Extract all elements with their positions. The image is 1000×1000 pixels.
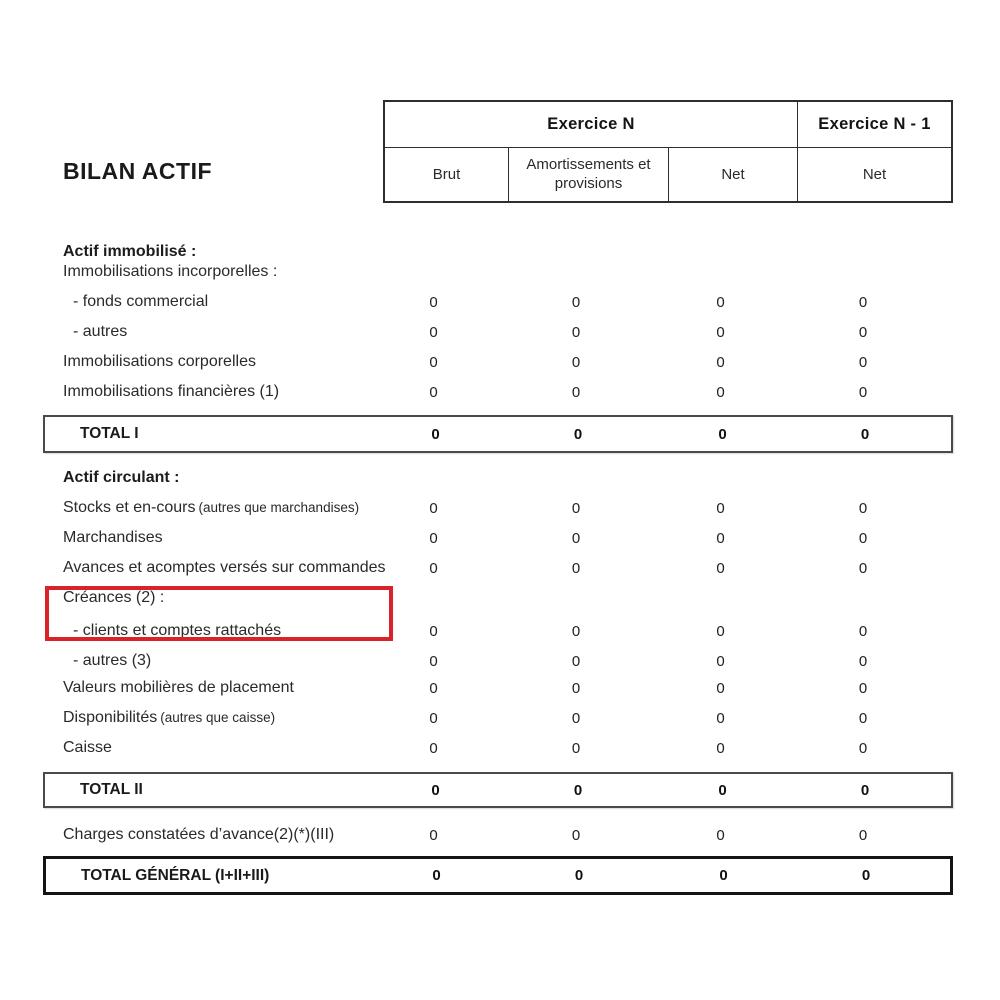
row-label: Stocks et en-cours (autres que marchandises) xyxy=(63,499,360,516)
row-label: - autres xyxy=(73,323,128,340)
value-cell: 0 xyxy=(429,826,438,844)
value-cell: 0 xyxy=(432,867,441,884)
value-cell: 0 xyxy=(571,739,581,757)
value-cell: 0 xyxy=(716,499,725,517)
row-immobilisations-corporelles xyxy=(45,347,953,377)
row-label: Immobilisations financières (1) xyxy=(63,383,280,400)
row-label: - autres (3) xyxy=(73,652,152,669)
row-label: Actif immobilisé : xyxy=(63,243,197,260)
value-cell: 0 xyxy=(716,826,725,844)
value-cell: 0 xyxy=(719,867,728,884)
value-cell: 0 xyxy=(716,709,725,727)
value-cell: 0 xyxy=(860,781,870,799)
value-cell: 0 xyxy=(429,652,438,670)
row-label: Immobilisations incorporelles : xyxy=(63,263,278,280)
row-autres-incorporelles xyxy=(45,317,953,347)
total-label: TOTAL I xyxy=(80,425,139,442)
value-cell: 0 xyxy=(858,739,868,757)
row-label-parenthetical: (autres que caisse) xyxy=(160,710,276,725)
total-label: TOTAL II xyxy=(80,781,143,798)
page-title: BILAN ACTIF xyxy=(63,158,213,184)
value-cell: 0 xyxy=(571,652,581,670)
value-cell: 0 xyxy=(571,622,581,640)
value-cell: 0 xyxy=(858,499,868,517)
value-cell: 0 xyxy=(716,529,725,547)
row-valeurs-mobilieres xyxy=(45,673,953,703)
row-immobilisations-incorporelles xyxy=(45,257,953,287)
row-clients-comptes-rattaches xyxy=(45,616,953,646)
value-cell: 0 xyxy=(716,679,725,697)
value-cell: 0 xyxy=(571,679,581,697)
value-cell: 0 xyxy=(429,499,438,517)
value-cell: 0 xyxy=(431,425,440,443)
header-exercice-n: Exercice N xyxy=(547,115,635,133)
total-i-row xyxy=(43,415,953,453)
value-cell: 0 xyxy=(858,826,868,844)
value-cell: 0 xyxy=(716,293,725,311)
value-cell: 0 xyxy=(716,559,725,577)
header-col-amortissements: Amortissements et provisions xyxy=(508,148,668,202)
row-label: Disponibilités (autres que caisse) xyxy=(63,709,276,726)
value-cell: 0 xyxy=(858,679,868,697)
row-avances-acomptes xyxy=(45,553,953,583)
row-fonds-commercial xyxy=(45,287,953,317)
value-cell: 0 xyxy=(716,622,725,640)
value-cell: 0 xyxy=(571,826,581,844)
value-cell: 0 xyxy=(429,679,438,697)
value-cell: 0 xyxy=(429,529,438,547)
value-cell: 0 xyxy=(858,353,868,371)
value-cell: 0 xyxy=(571,559,581,577)
header-col-net-n-1: Net xyxy=(797,148,951,202)
row-autres-creances xyxy=(45,646,953,676)
value-cell: 0 xyxy=(716,323,725,341)
value-cell: 0 xyxy=(429,383,438,401)
value-cell: 0 xyxy=(431,781,440,799)
total-ii-row xyxy=(43,772,953,808)
total-general-row xyxy=(43,856,953,895)
value-cell: 0 xyxy=(858,529,868,547)
value-cell: 0 xyxy=(573,781,583,799)
row-stocks-en-cours xyxy=(45,493,953,523)
value-cell: 0 xyxy=(571,709,581,727)
value-cell: 0 xyxy=(858,622,868,640)
row-actif-circulant-heading xyxy=(45,463,953,493)
value-cell: 0 xyxy=(429,709,438,727)
value-cell: 0 xyxy=(858,293,868,311)
value-cell: 0 xyxy=(716,739,725,757)
value-cell: 0 xyxy=(858,709,868,727)
row-label: Valeurs mobilières de placement xyxy=(63,679,294,696)
value-cell: 0 xyxy=(716,353,725,371)
value-cell: 0 xyxy=(571,293,581,311)
row-label: Charges constatées d’avance(2)(*)(III) xyxy=(63,826,335,843)
row-label: Actif circulant : xyxy=(63,469,180,486)
value-cell: 0 xyxy=(718,425,727,443)
value-cell: 0 xyxy=(429,353,438,371)
value-cell: 0 xyxy=(574,867,584,884)
value-cell: 0 xyxy=(858,383,868,401)
row-label: Avances et acomptes versés sur commandes xyxy=(63,559,386,576)
value-cell: 0 xyxy=(858,559,868,577)
value-cell: 0 xyxy=(718,781,727,799)
row-marchandises xyxy=(45,523,953,553)
row-disponibilites xyxy=(45,703,953,733)
header-col-net: Net xyxy=(668,148,797,202)
header-col-brut: Brut xyxy=(432,165,461,183)
value-cell: 0 xyxy=(716,652,725,670)
row-label: - clients et comptes rattachés xyxy=(73,622,282,639)
value-cell: 0 xyxy=(429,622,438,640)
row-label-parenthetical: (autres que marchandises) xyxy=(198,500,360,515)
value-cell: 0 xyxy=(571,353,581,371)
row-immobilisations-financieres xyxy=(45,377,953,407)
row-caisse xyxy=(45,733,953,763)
value-cell: 0 xyxy=(429,293,438,311)
header-exercice-n-1: Exercice N - 1 xyxy=(797,102,951,147)
row-label: Immobilisations corporelles xyxy=(63,353,256,370)
total-label: TOTAL GÉNÉRAL (I+II+III) xyxy=(81,866,270,884)
value-cell: 0 xyxy=(429,559,438,577)
row-label: Créances (2) : xyxy=(63,589,165,606)
row-label: - fonds commercial xyxy=(73,293,209,310)
value-cell: 0 xyxy=(571,383,581,401)
header-columns-row xyxy=(385,148,951,202)
row-label: Caisse xyxy=(63,739,112,756)
value-cell: 0 xyxy=(571,323,581,341)
row-creances xyxy=(45,583,953,613)
value-cell: 0 xyxy=(571,529,581,547)
value-cell: 0 xyxy=(429,739,438,757)
value-cell: 0 xyxy=(571,499,581,517)
value-cell: 0 xyxy=(861,867,871,884)
header-group-row xyxy=(385,102,951,148)
row-charges-constatees xyxy=(45,820,953,850)
value-cell: 0 xyxy=(858,323,868,341)
value-cell: 0 xyxy=(858,652,868,670)
row-label: Marchandises xyxy=(63,529,163,546)
value-cell: 0 xyxy=(573,425,583,443)
value-cell: 0 xyxy=(429,323,438,341)
value-cell: 0 xyxy=(860,425,870,443)
column-header-table xyxy=(383,100,953,203)
value-cell: 0 xyxy=(716,383,725,401)
